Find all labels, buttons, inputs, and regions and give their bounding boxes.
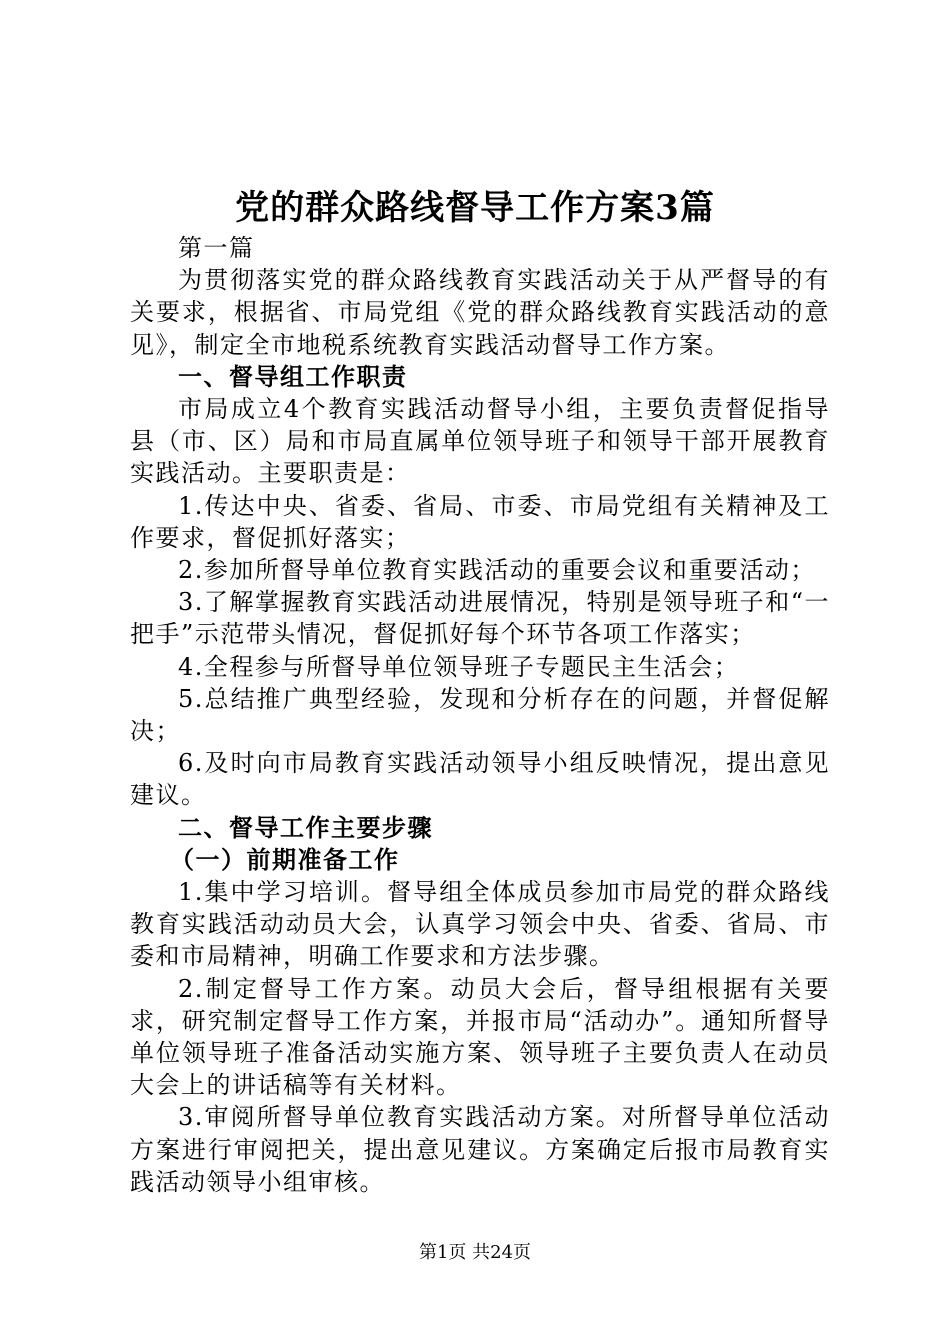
step-item-2: 2.制定督导工作方案。动员大会后，督导组根据有关要求，研究制定督导工作方案，并报市局“活动办”。通知所督导单位领导班子准备活动实施方案、领导班子主要负责人在动员大会上的讲话稿等有关材料。 bbox=[130, 974, 830, 1100]
section-1-intro: 市局成立4个教育实践活动督导小组，主要负责督促指导县（市、区）局和市局直属单位领导班子和领导干部开展教育实践活动。主要职责是： bbox=[130, 395, 830, 488]
intro-paragraph: 为贯彻落实党的群众路线教育实践活动关于从严督导的有关要求，根据省、市局党组《党的群众路线教育实践活动的意见》，制定全市地税系统教育实践活动督导工作方案。 bbox=[130, 266, 830, 359]
duty-item-6: 6.及时向市局教育实践活动领导小组反映情况，提出意见建议。 bbox=[130, 749, 830, 810]
duty-item-4: 4.全程参与所督导单位领导班子专题民主生活会； bbox=[178, 652, 740, 681]
page-footer: 第1页 共24页 bbox=[418, 1242, 532, 1263]
duty-item-3: 3.了解掌握教育实践活动进展情况，特别是领导班子和“一把手”示范带头情况，督促抓好每个环节各项工作落实； bbox=[130, 588, 830, 649]
duty-item-5: 5.总结推广典型经验，发现和分析存在的问题，并督促解决； bbox=[130, 684, 830, 746]
duty-item-1: 1.传达中央、省委、省局、市委、市局党组有关精神及工作要求，督促抓好落实； bbox=[130, 491, 830, 552]
section-1-heading: 一、督导组工作职责 bbox=[178, 361, 408, 391]
duty-item-2: 2.参加所督导单位教育实践活动的重要会议和重要活动； bbox=[178, 556, 816, 585]
step-item-1: 1.集中学习培训。督导组全体成员参加市局党的群众路线教育实践活动动员大会，认真学习领会中央、省委、省局、市委和市局精神，明确工作要求和方法步骤。 bbox=[130, 878, 830, 971]
document-title: 党的群众路线督导工作方案3篇 bbox=[235, 188, 715, 228]
document-body bbox=[130, 232, 830, 1198]
part-label: 第一篇 bbox=[178, 234, 255, 262]
step-item-3: 3.审阅所督导单位教育实践活动方案。对所督导单位活动方案进行审阅把关，提出意见建议。方案确定后报市局教育实践活动领导小组审核。 bbox=[130, 1103, 830, 1196]
section-2-sub-heading: （一）前期准备工作 bbox=[170, 844, 400, 874]
section-2-heading: 二、督导工作主要步骤 bbox=[178, 812, 433, 842]
